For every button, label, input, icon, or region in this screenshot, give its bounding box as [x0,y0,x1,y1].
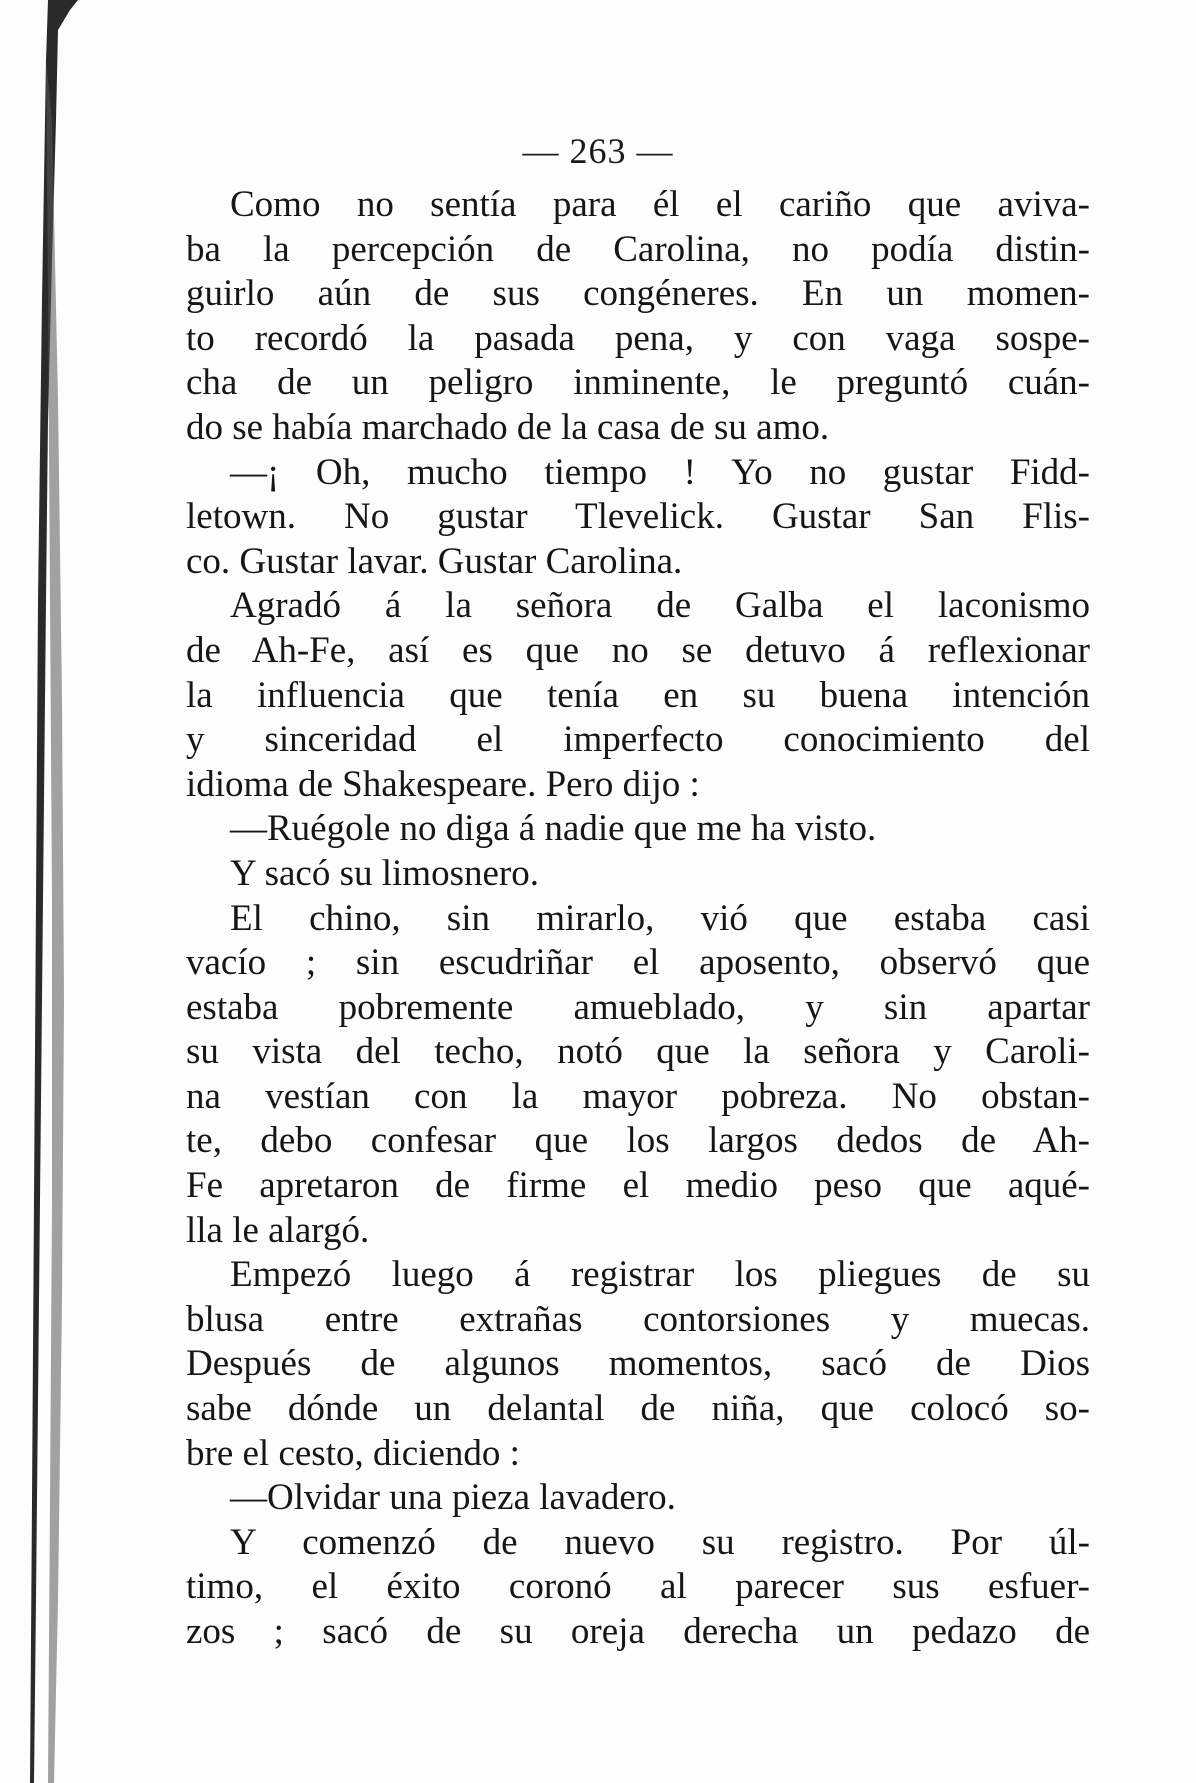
text-line: letown. No gustar Tlevelick. Gustar San Flis- [186,496,1090,538]
text-line: Empezó luego á registrar los pliegues de su [230,1254,1090,1296]
text-line: Fe apretaron de firme el medio peso que aqué- [186,1165,1090,1207]
text-line: Y comenzó de nuevo su registro. Por úl- [230,1521,1090,1563]
text-line: zos ; sacó de su oreja derecha un pedazo de [186,1611,1090,1652]
text-line: na vestían con la mayor pobreza. No obstan- [186,1075,1090,1117]
text-line: —Ruégole no diga á nadie que me ha visto. [230,808,877,850]
page-number: — 263 — [522,131,674,171]
text-line: la influencia que tenía en su buena intención [186,674,1090,716]
text-line: —Olvidar una pieza lavadero. [230,1477,676,1519]
text-line: ba la percepción de Carolina, no podía distin- [186,228,1090,270]
body-text [186,183,1090,1655]
text-line: y sinceridad el imperfecto conocimiento del [186,719,1090,761]
text-line: timo, el éxito coronó al parecer sus esfuer- [186,1566,1090,1608]
text-line: lla le alargó. [186,1209,370,1251]
text-line: de Ah-Fe, así es que no se detuvo á reflexionar [186,629,1090,671]
text-line: su vista del techo, notó que la señora y Caroli- [186,1031,1090,1073]
text-line: cha de un peligro inminente, le preguntó cuán- [186,362,1090,404]
text-line: Agradó á la señora de Galba el laconismo [230,585,1090,627]
text-line: —¡ Oh, mucho tiempo ! Yo no gustar Fidd- [230,451,1090,493]
text-line: te, debo confesar que los largos dedos de Ah- [186,1120,1090,1162]
text-line: El chino, sin mirarlo, vió que estaba casi [230,897,1090,939]
binding-edge-shadow [18,0,78,1783]
text-line: co. Gustar lavar. Gustar Carolina. [186,540,683,582]
text-line: Como no sentía para él el cariño que aviva- [230,184,1090,225]
text-line: vacío ; sin escudriñar el aposento, observó que [186,942,1090,984]
text-line: Después de algunos momentos, sacó de Dios [186,1343,1090,1385]
text-line: to recordó la pasada pena, y con vaga sospe- [186,317,1090,359]
text-line: idioma de Shakespeare. Pero dijo : [186,763,700,805]
text-line: bre el cesto, diciendo : [186,1432,520,1474]
text-line: Y sacó su limosnero. [230,852,539,894]
text-line: guirlo aún de sus congéneres. En un momen- [186,273,1090,315]
text-line: blusa entre extrañas contorsiones y muecas. [186,1298,1090,1340]
text-line: estaba pobremente amueblado, y sin apartar [186,986,1090,1028]
text-line: do se había marchado de la casa de su amo. [186,406,830,448]
text-line: sabe dónde un delantal de niña, que colocó so- [186,1388,1090,1430]
